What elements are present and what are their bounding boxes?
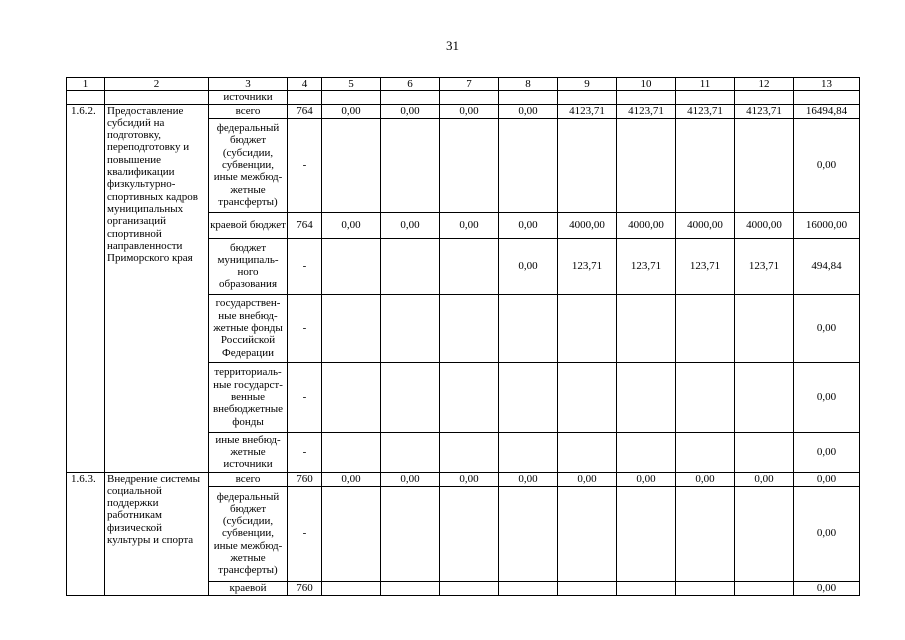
value-cell-4: - xyxy=(288,238,322,294)
source-cell: федеральный бюджет (субсидии, субвенции, иные межбюд-жетные трансферты) xyxy=(209,118,288,212)
table-row xyxy=(67,472,860,486)
value-cell-9: 0,00 xyxy=(558,472,617,486)
value-cell-6: 0,00 xyxy=(381,104,440,118)
header-cell-1: 1 xyxy=(67,78,105,91)
value-cell-13: 0,00 xyxy=(794,432,860,472)
header-cell-4: 4 xyxy=(288,78,322,91)
value-cell-10 xyxy=(617,432,676,472)
value-cell-6 xyxy=(381,581,440,595)
value-cell-9 xyxy=(558,118,617,212)
empty-cell xyxy=(676,91,735,104)
value-cell-5 xyxy=(322,238,381,294)
value-cell-13: 0,00 xyxy=(794,294,860,362)
empty-cell xyxy=(735,91,794,104)
value-cell-9: 123,71 xyxy=(558,238,617,294)
continuation-row xyxy=(67,91,860,104)
source-cell: всего xyxy=(209,472,288,486)
value-cell-10 xyxy=(617,362,676,432)
value-cell-7: 0,00 xyxy=(440,212,499,238)
value-cell-8 xyxy=(499,581,558,595)
empty-cell xyxy=(558,91,617,104)
header-cell-9: 9 xyxy=(558,78,617,91)
value-cell-10 xyxy=(617,581,676,595)
source-cell: краевой xyxy=(209,581,288,595)
value-cell-4: 764 xyxy=(288,212,322,238)
header-cell-3: 3 xyxy=(209,78,288,91)
table-row xyxy=(67,104,860,118)
value-cell-12 xyxy=(735,362,794,432)
value-cell-13: 16494,84 xyxy=(794,104,860,118)
empty-cell xyxy=(440,91,499,104)
header-cell-13: 13 xyxy=(794,78,860,91)
source-cell: государствен-ные внебюд-жетные фонды Российской Федерации xyxy=(209,294,288,362)
value-cell-6: 0,00 xyxy=(381,212,440,238)
item-number: 1.6.3. xyxy=(67,472,105,595)
empty-cell xyxy=(322,91,381,104)
value-cell-11: 123,71 xyxy=(676,238,735,294)
value-cell-9: 4123,71 xyxy=(558,104,617,118)
value-cell-10 xyxy=(617,118,676,212)
budget-table xyxy=(66,77,860,596)
page-number: 31 xyxy=(446,38,459,53)
value-cell-10: 4000,00 xyxy=(617,212,676,238)
value-cell-13: 0,00 xyxy=(794,362,860,432)
value-cell-9 xyxy=(558,581,617,595)
value-cell-6 xyxy=(381,238,440,294)
value-cell-12 xyxy=(735,294,794,362)
empty-cell xyxy=(499,91,558,104)
value-cell-13: 0,00 xyxy=(794,581,860,595)
header-cell-11: 11 xyxy=(676,78,735,91)
value-cell-12: 0,00 xyxy=(735,472,794,486)
value-cell-12: 123,71 xyxy=(735,238,794,294)
value-cell-6 xyxy=(381,432,440,472)
empty-cell xyxy=(617,91,676,104)
value-cell-8 xyxy=(499,362,558,432)
empty-cell xyxy=(288,91,322,104)
value-cell-10: 0,00 xyxy=(617,472,676,486)
value-cell-11 xyxy=(676,581,735,595)
item-name: Предоставление субсидий на подготовку, переподготовку и повышение квалификации физкультурно-спортивных кадров муниципальных организаций спортивной направленности Приморского края xyxy=(105,104,209,472)
header-cell-7: 7 xyxy=(440,78,499,91)
value-cell-8 xyxy=(499,118,558,212)
value-cell-12: 4000,00 xyxy=(735,212,794,238)
header-cell-5: 5 xyxy=(322,78,381,91)
header-cell-2: 2 xyxy=(105,78,209,91)
value-cell-7 xyxy=(440,294,499,362)
value-cell-12: 4123,71 xyxy=(735,104,794,118)
value-cell-4: - xyxy=(288,486,322,581)
source-cell: источники xyxy=(209,91,288,104)
value-cell-9 xyxy=(558,294,617,362)
value-cell-11 xyxy=(676,362,735,432)
value-cell-4: - xyxy=(288,362,322,432)
value-cell-9 xyxy=(558,432,617,472)
value-cell-7 xyxy=(440,238,499,294)
value-cell-5 xyxy=(322,486,381,581)
value-cell-6 xyxy=(381,486,440,581)
value-cell-8: 0,00 xyxy=(499,104,558,118)
value-cell-12 xyxy=(735,581,794,595)
value-cell-11: 0,00 xyxy=(676,472,735,486)
value-cell-7: 0,00 xyxy=(440,104,499,118)
value-cell-13: 0,00 xyxy=(794,472,860,486)
value-cell-6 xyxy=(381,118,440,212)
item-name: Внедрение системы социальной поддержки работникам физической культуры и спорта xyxy=(105,472,209,595)
source-cell: краевой бюджет xyxy=(209,212,288,238)
header-cell-6: 6 xyxy=(381,78,440,91)
value-cell-5 xyxy=(322,432,381,472)
value-cell-8: 0,00 xyxy=(499,212,558,238)
value-cell-8 xyxy=(499,432,558,472)
header-cell-8: 8 xyxy=(499,78,558,91)
value-cell-4: 760 xyxy=(288,472,322,486)
table-body xyxy=(67,78,860,596)
value-cell-9 xyxy=(558,362,617,432)
value-cell-8 xyxy=(499,486,558,581)
value-cell-10 xyxy=(617,486,676,581)
value-cell-11 xyxy=(676,432,735,472)
value-cell-4: - xyxy=(288,432,322,472)
value-cell-5: 0,00 xyxy=(322,104,381,118)
value-cell-8: 0,00 xyxy=(499,238,558,294)
value-cell-8: 0,00 xyxy=(499,472,558,486)
empty-cell xyxy=(794,91,860,104)
empty-cell xyxy=(67,91,105,104)
value-cell-5: 0,00 xyxy=(322,212,381,238)
value-cell-5: 0,00 xyxy=(322,472,381,486)
value-cell-11 xyxy=(676,486,735,581)
source-cell: федеральный бюджет (субсидии, субвенции, иные межбюд-жетные трансферты) xyxy=(209,486,288,581)
value-cell-12 xyxy=(735,118,794,212)
value-cell-13: 0,00 xyxy=(794,486,860,581)
value-cell-10: 4123,71 xyxy=(617,104,676,118)
header-cell-10: 10 xyxy=(617,78,676,91)
value-cell-13: 494,84 xyxy=(794,238,860,294)
value-cell-11 xyxy=(676,294,735,362)
value-cell-5 xyxy=(322,294,381,362)
header-row xyxy=(67,78,860,91)
value-cell-6 xyxy=(381,294,440,362)
value-cell-6: 0,00 xyxy=(381,472,440,486)
value-cell-11: 4123,71 xyxy=(676,104,735,118)
value-cell-7: 0,00 xyxy=(440,472,499,486)
value-cell-4: - xyxy=(288,294,322,362)
value-cell-9: 4000,00 xyxy=(558,212,617,238)
value-cell-7 xyxy=(440,432,499,472)
item-number: 1.6.2. xyxy=(67,104,105,472)
source-cell: всего xyxy=(209,104,288,118)
source-cell: территориаль-ные государст-венные внебюджетные фонды xyxy=(209,362,288,432)
value-cell-7 xyxy=(440,486,499,581)
value-cell-4: - xyxy=(288,118,322,212)
value-cell-7 xyxy=(440,581,499,595)
value-cell-12 xyxy=(735,486,794,581)
value-cell-6 xyxy=(381,362,440,432)
empty-cell xyxy=(105,91,209,104)
value-cell-11 xyxy=(676,118,735,212)
header-cell-12: 12 xyxy=(735,78,794,91)
value-cell-8 xyxy=(499,294,558,362)
value-cell-5 xyxy=(322,581,381,595)
value-cell-5 xyxy=(322,118,381,212)
value-cell-12 xyxy=(735,432,794,472)
value-cell-5 xyxy=(322,362,381,432)
value-cell-7 xyxy=(440,362,499,432)
value-cell-13: 0,00 xyxy=(794,118,860,212)
value-cell-10 xyxy=(617,294,676,362)
value-cell-10: 123,71 xyxy=(617,238,676,294)
value-cell-11: 4000,00 xyxy=(676,212,735,238)
empty-cell xyxy=(381,91,440,104)
value-cell-13: 16000,00 xyxy=(794,212,860,238)
value-cell-4: 764 xyxy=(288,104,322,118)
source-cell: иные внебюд-жетные источники xyxy=(209,432,288,472)
value-cell-7 xyxy=(440,118,499,212)
source-cell: бюджет муниципаль-ного образования xyxy=(209,238,288,294)
value-cell-4: 760 xyxy=(288,581,322,595)
value-cell-9 xyxy=(558,486,617,581)
